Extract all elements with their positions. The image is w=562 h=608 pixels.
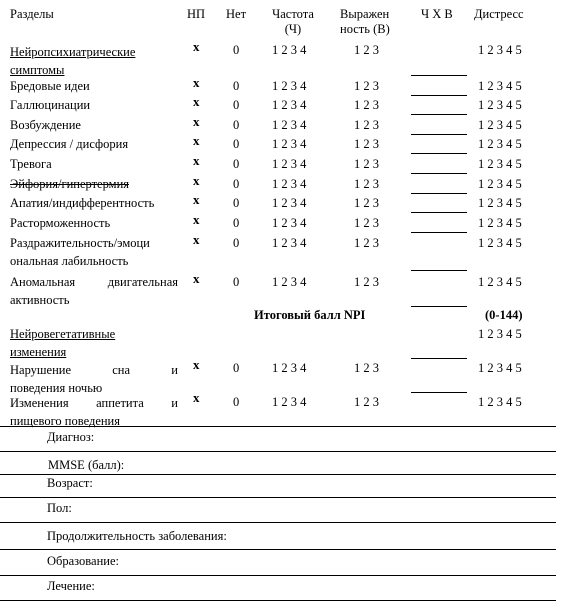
frequency-scale: 1 2 3 4 <box>272 137 307 151</box>
np-mark: x <box>193 153 200 168</box>
distress-scale: 1 2 3 4 5 <box>478 118 522 132</box>
total-label: Итоговый балл NPI <box>254 308 366 322</box>
no-value: 0 <box>233 236 240 250</box>
severity-scale: 1 2 3 <box>354 137 379 151</box>
distress-scale: 1 2 3 4 5 <box>478 236 522 250</box>
np-mark: x <box>193 357 200 372</box>
distress-scale: 1 2 3 4 5 <box>478 196 522 210</box>
np-mark: x <box>193 114 200 129</box>
fxs-blank-line <box>411 358 467 359</box>
np-mark: x <box>193 192 200 207</box>
header-severity-line1: Выражен <box>340 7 390 21</box>
frequency-scale: 1 2 3 4 <box>272 157 307 171</box>
item-label-appetite <box>10 394 178 430</box>
no-value: 0 <box>233 216 240 230</box>
fxs-blank-line <box>411 75 467 76</box>
fxs-blank-line <box>411 270 467 271</box>
neuropsych-title-line1: Нейропсихиатрические <box>10 45 136 59</box>
fxs-blank-line <box>411 212 467 213</box>
fxs-blank-line <box>411 134 467 135</box>
np-mark: x <box>193 271 200 286</box>
item-label: Бредовые идеи <box>10 79 90 93</box>
field-education: Образование: <box>47 554 119 568</box>
header-severity-line2: ность (В) <box>340 22 390 36</box>
distress-scale: 1 2 3 4 5 <box>478 79 522 93</box>
item-label: Апатия/индифферентность <box>10 196 155 210</box>
header-frequency-line1: Частота <box>272 7 314 21</box>
distress-scale: 1 2 3 4 5 <box>478 361 522 375</box>
fxs-blank-line <box>411 95 467 96</box>
severity-scale: 1 2 3 <box>354 395 379 409</box>
fxs-blank-line <box>411 173 467 174</box>
severity-scale: 1 2 3 <box>354 216 379 230</box>
fxs-blank-line <box>411 232 467 233</box>
fxs-blank-line <box>411 114 467 115</box>
field-duration: Продолжительность заболевания: <box>47 529 227 543</box>
item-label: Тревога <box>10 157 52 171</box>
irritability-line1: Раздражительность/эмоци <box>10 236 150 250</box>
severity-scale: 1 2 3 <box>354 196 379 210</box>
np-mark: x <box>193 39 200 54</box>
field-mmse: MMSE (балл): <box>48 458 125 472</box>
header-frequency-line2: (Ч) <box>284 22 302 36</box>
field-treatment: Лечение: <box>47 579 95 593</box>
frequency-scale: 1 2 3 4 <box>272 177 307 191</box>
no-value: 0 <box>233 275 240 289</box>
severity-scale: 1 2 3 <box>354 43 379 57</box>
frequency-scale: 1 2 3 4 <box>272 236 307 250</box>
irritability-line2: ональная лабильность <box>10 254 129 268</box>
severity-scale: 1 2 3 <box>354 361 379 375</box>
np-mark: x <box>193 390 200 405</box>
distress-scale: 1 2 3 4 5 <box>478 43 522 57</box>
item-label: Галлюцинации <box>10 98 91 112</box>
distress-scale: 1 2 3 4 5 <box>478 137 522 151</box>
severity-scale: 1 2 3 <box>354 177 379 191</box>
divider <box>0 522 556 523</box>
distress-scale: 1 2 3 4 5 <box>478 275 522 289</box>
item-label-motor <box>10 273 178 309</box>
np-mark: x <box>193 232 200 247</box>
neuroveg-title <box>10 325 178 361</box>
frequency-scale: 1 2 3 4 <box>272 118 307 132</box>
header-frequency <box>260 7 326 37</box>
divider <box>0 549 556 550</box>
divider <box>0 575 556 576</box>
np-mark: x <box>193 75 200 90</box>
motor-line2: активность <box>10 293 70 307</box>
no-value: 0 <box>233 98 240 112</box>
item-label-sleep <box>10 361 178 397</box>
severity-scale: 1 2 3 <box>354 157 379 171</box>
fxs-blank-line <box>411 392 467 393</box>
no-value: 0 <box>233 79 240 93</box>
neuropsych-title <box>10 43 178 79</box>
frequency-scale: 1 2 3 4 <box>272 395 307 409</box>
appetite-line2: пищевого поведения <box>10 414 120 428</box>
distress-scale: 1 2 3 4 5 <box>478 216 522 230</box>
no-value: 0 <box>233 361 240 375</box>
sleep-line1: Нарушение сна и <box>10 363 178 377</box>
frequency-scale: 1 2 3 4 <box>272 43 307 57</box>
distress-scale: 1 2 3 4 5 <box>478 157 522 171</box>
divider <box>0 474 556 475</box>
frequency-scale: 1 2 3 4 <box>272 98 307 112</box>
no-value: 0 <box>233 196 240 210</box>
no-value: 0 <box>233 137 240 151</box>
severity-scale: 1 2 3 <box>354 236 379 250</box>
sleep-line2: поведения ночью <box>10 381 103 395</box>
distress-scale: 1 2 3 4 5 <box>478 177 522 191</box>
header-severity <box>340 7 390 37</box>
item-label: Эйфория/гипертермия <box>10 177 130 191</box>
np-mark: x <box>193 173 200 188</box>
severity-scale: 1 2 3 <box>354 79 379 93</box>
no-value: 0 <box>233 177 240 191</box>
neuroveg-title-line1: Нейровегетативные <box>10 327 116 341</box>
item-label: Расторможенность <box>10 216 111 230</box>
header-distress: Дистресс <box>474 7 524 21</box>
np-mark: x <box>193 212 200 227</box>
divider <box>0 497 556 498</box>
frequency-scale: 1 2 3 4 <box>272 275 307 289</box>
no-value: 0 <box>233 157 240 171</box>
motor-line1: Аномальная двигательная <box>10 275 178 289</box>
distress-scale: 1 2 3 4 5 <box>478 98 522 112</box>
item-label-irritability <box>10 234 178 270</box>
no-value: 0 <box>233 395 240 409</box>
header-no: Нет <box>226 7 247 21</box>
frequency-scale: 1 2 3 4 <box>272 216 307 230</box>
np-mark: x <box>193 133 200 148</box>
field-diagnosis: Диагноз: <box>47 430 95 444</box>
divider <box>0 600 556 601</box>
severity-scale: 1 2 3 <box>354 118 379 132</box>
appetite-line1: Изменения аппетита и <box>10 396 178 410</box>
divider <box>0 451 556 452</box>
header-np: НП <box>187 7 206 21</box>
neuropsych-title-line2: симптомы <box>10 63 65 77</box>
frequency-scale: 1 2 3 4 <box>272 361 307 375</box>
fxs-blank-line <box>411 306 467 307</box>
frequency-scale: 1 2 3 4 <box>272 79 307 93</box>
no-value: 0 <box>233 43 240 57</box>
fxs-blank-line <box>411 193 467 194</box>
item-label: Возбуждение <box>10 118 81 132</box>
total-range: (0-144) <box>485 308 523 322</box>
item-label: Депрессия / дисфория <box>10 137 129 151</box>
divider <box>0 426 556 427</box>
severity-scale: 1 2 3 <box>354 275 379 289</box>
distress-scale: 1 2 3 4 5 <box>478 395 522 409</box>
no-value: 0 <box>233 118 240 132</box>
np-mark: x <box>193 94 200 109</box>
field-sex: Пол: <box>47 501 72 515</box>
neuroveg-title-line2: изменения <box>10 345 67 359</box>
header-sections: Разделы <box>10 7 54 21</box>
fxs-blank-line <box>411 153 467 154</box>
frequency-scale: 1 2 3 4 <box>272 196 307 210</box>
header-fxs: Ч Х В <box>421 7 453 21</box>
distress-scale: 1 2 3 4 5 <box>478 327 522 341</box>
field-age: Возраст: <box>47 476 93 490</box>
severity-scale: 1 2 3 <box>354 98 379 112</box>
